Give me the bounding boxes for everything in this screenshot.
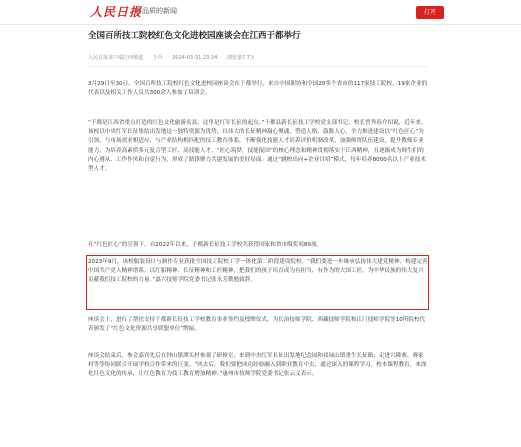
brand-logo[interactable]: 人民日报 xyxy=(90,5,143,19)
article-paragraph: “于都是江西省重点打造的红色文化旅游名县，这里是红军长征的起点。”于都县新长征技工学校党支部书记、校长曾秀春介绍说，近年来，该校以中央红军长征集结出发地这一独特资源为优势，以伟大的长征精神凝心聚魂、塑造人格、鼓舞人心，全力推进建设以“红色匠心”为引领，与市场需求相适应、与产业结构相匹配的技工教育体系，不断强化技能人才培养评价机制改革，加强师资队伍建设，提升教师专业能力，为培养高素质多元复合型工匠、高技能人才。“匠心筑梦，技能报国”的核心理念和精神贯彻落实于江西精神，且逐渐成为师生们的内心遵从、工作作风和自觉行为，形成了踏锋聚力共建发展的美好局面。通过“跳校出向+企业目培”模式，每年培养8000名以上产业技术型人才。 xyxy=(88,120,427,173)
article-author: 王丹 xyxy=(152,55,163,61)
header-divider xyxy=(88,66,428,67)
article-title: 全国百所技工院校红色文化进校园座谈会在江西于都举行 xyxy=(88,31,301,41)
brand-slogan: 有品质的新闻 xyxy=(135,7,177,15)
article-source[interactable]: 人民日报客户端江西频道 xyxy=(88,55,144,61)
article-paragraph: 座谈会上，进行了帮扶支持于都新长征技工学校教育事业签约及授牌仪式，为长治技师学院、西藏技师学院和江门技师学院等10所院校代表颁发了“红色文化资源共享联盟单位”牌匾。 xyxy=(88,317,426,333)
open-app-button[interactable]: 打开 xyxy=(416,6,444,19)
article-meta xyxy=(88,54,428,61)
article-datetime: 2024-03-31 23:34 xyxy=(172,55,218,61)
article-paragraph: 座谈会结束后，参会嘉宾先后在钟山镇潭头村参观了研修室；来到中央红军长征出发地纪念园和祁禄山镇重生长征路；走进兴隆寨、赛家村等等协同联合开展学校合作带来的巨变。“回去后，我们要把成功经验融入到职业教育中去，通过深入的课程学习，校本课程教育，来深化红色文化的传承，让红色教育为技工教育增加精神。”惠州市技师学院党委书记张云义表示。 xyxy=(88,353,427,378)
article-paragraph: 在“红色匠心”的引领下，自2022年以来，于都新长征技工学校共获得国家和省市级奖项89项。 xyxy=(88,242,323,248)
article-paragraph-highlighted: 2023年9月，该校服装设计与制作专业获批全国技工院校工学一体化第二阶段建设院校。“我们要进一步继承弘扬伟大建党精神、构建完善中国共产党人精神谱系，以红船精神、长征精神和工匠精神，把我们的孩子培育成为有担当、有作为的大国工匠，为中华民族的伟大复兴贡献我们技工院校的力量。”嘉兴技师学院党委书记张永芳勤勉致辞。 xyxy=(88,259,428,284)
top-bar xyxy=(0,0,521,25)
article-views: 浏览量7.7万 xyxy=(226,55,255,61)
article-paragraph: 3月29日至30日，全国百所技工院校红色文化进校园座谈会在于都举行，来自中国职协和全国20多个省市的117家技工院校、19家企业的代表以及相关工作人员共300余人参加了培训会。 xyxy=(88,81,428,97)
